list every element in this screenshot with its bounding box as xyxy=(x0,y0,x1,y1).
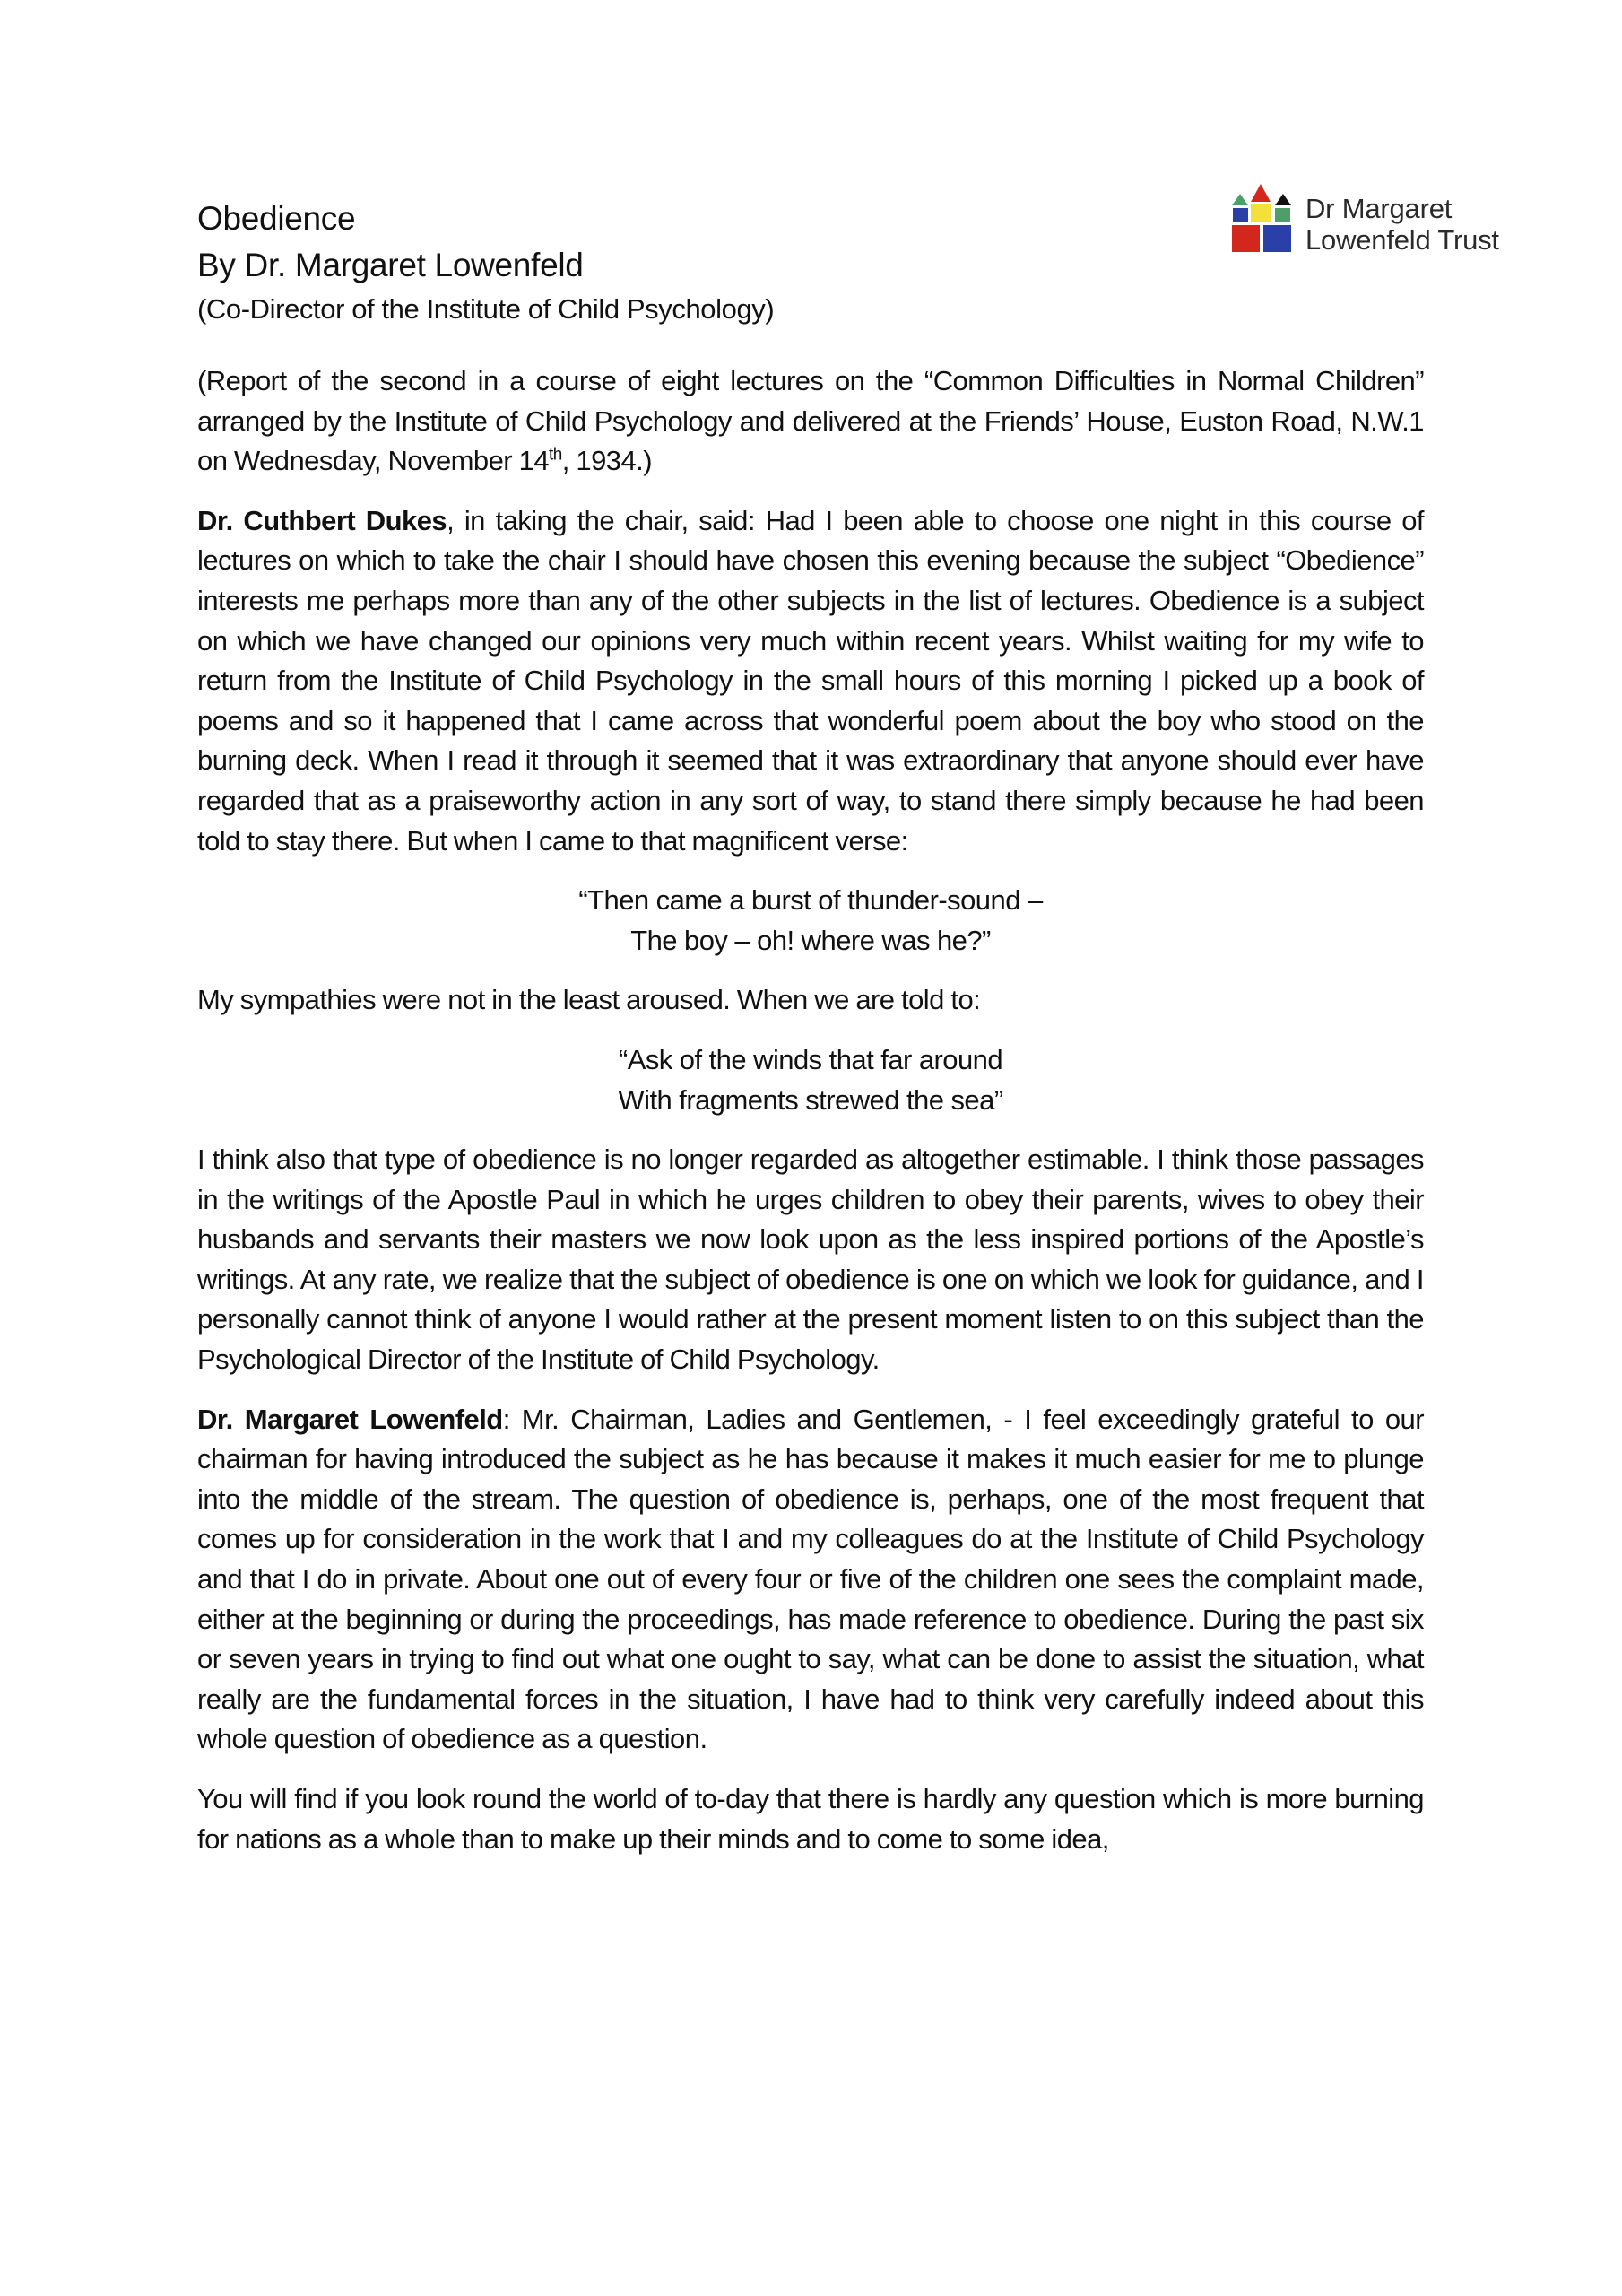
sympathies-paragraph: My sympathies were not in the least aroused. When we are told to: xyxy=(197,984,981,1016)
author-role: (Co-Director of the Institute of Child Psychology) xyxy=(197,293,775,325)
document-body xyxy=(197,361,1424,1879)
chair-paragraph-1 xyxy=(197,501,1424,861)
intro-paragraph xyxy=(197,361,1424,482)
verse-quote-2 xyxy=(197,1040,1424,1120)
intro-text: (Report of the second in a course of eight lectures on the “Common Difficulties in Normal Children” arranged by the Institute of Child Psychology and delivered at the Friends’ House, Euston Road, N.W.1 on Wednesday, November 14 xyxy=(197,365,1424,477)
speaker-name: Dr. Margaret Lowenfeld xyxy=(197,1403,503,1435)
logo-line-2: Lowenfeld Trust xyxy=(1305,224,1499,256)
document-title: Obedience xyxy=(197,200,356,237)
logo-wordmark xyxy=(1305,193,1499,256)
verse-line: With fragments strewed the sea” xyxy=(618,1083,1003,1116)
lecture-paragraph-2: You will find if you look round the world of to-day that there is hardly any question which is more burning for nations as a whole than to make up their minds and to come to some idea, xyxy=(197,1783,1424,1855)
chair-paragraph-2: I think also that type of obedience is no longer regarded as altogether estimable. I think those passages in the writings of the Apostle Paul in which he urges children to obey their parents, wives to obey their husbands and servants their masters we now look upon as the less inspired portions of the Apostle’s writings. At any rate, we realize that the subject of obedience is one on which we look for guidance, and I personally cannot think of anyone I would rather at the present moment listen to on this subject than the Psychological Director of the Institute of Child Psychology. xyxy=(197,1144,1424,1376)
speaker-name: Dr. Cuthbert Dukes xyxy=(197,504,447,536)
document-header xyxy=(197,196,774,330)
ordinal-suffix: th xyxy=(549,445,562,465)
intro-text-end: , 1934.) xyxy=(561,445,652,477)
speech-text: , in taking the chair, said: Had I been able to choose one night in this course of lectures on which to take the chair I should have chosen this evening because the subject “Obedience” interests me perhaps more than any of the other subjects in the list of lectures. Obedience is a subject on which we have changed our opinions very much within recent years. Whilst waiting for my wife to return from the Institute of Child Psychology in the small hours of this morning I picked up a book of poems and so it happened that I came across that wonderful poem about the boy who stood on the burning deck. When I read it through it seemed that it was extraordinary that anyone should ever have regarded that as a praiseworthy action in any sort of way, to stand there simply because he had been told to stay there. But when I came to that magnificent verse: xyxy=(197,504,1424,857)
trust-logo xyxy=(1230,182,1535,263)
author-byline: By Dr. Margaret Lowenfeld xyxy=(197,247,584,283)
building-blocks-logo-icon xyxy=(1230,182,1300,259)
lecture-paragraph-1 xyxy=(197,1400,1424,1760)
speech-text: : Mr. Chairman, Ladies and Gentlemen, - I feel exceedingly grateful to our chairman for having introduced the subject as he has because it makes it much easier for me to plunge into the middle of the stream. The question of obedience is, perhaps, one of the most frequent that comes up for consideration in the work that I and my colleagues do at the Institute of Child Psychology and that I do in private. About one out of every four or five of the children one sees the complaint made, either at the beginning or during the proceedings, has made reference to obedience. During the past six or seven years in trying to find out what one ought to say, what can be done to assist the situation, what really are the fundamental forces in the situation, I have had to think very carefully indeed about this whole question of obedience as a question. xyxy=(197,1403,1424,1755)
verse-quote-1 xyxy=(197,881,1424,961)
logo-line-1: Dr Margaret xyxy=(1305,193,1453,224)
verse-line: “Ask of the winds that far around xyxy=(618,1043,1003,1075)
verse-line: The boy – oh! where was he?” xyxy=(630,924,991,956)
verse-line: “Then came a burst of thunder-sound – xyxy=(578,884,1043,917)
